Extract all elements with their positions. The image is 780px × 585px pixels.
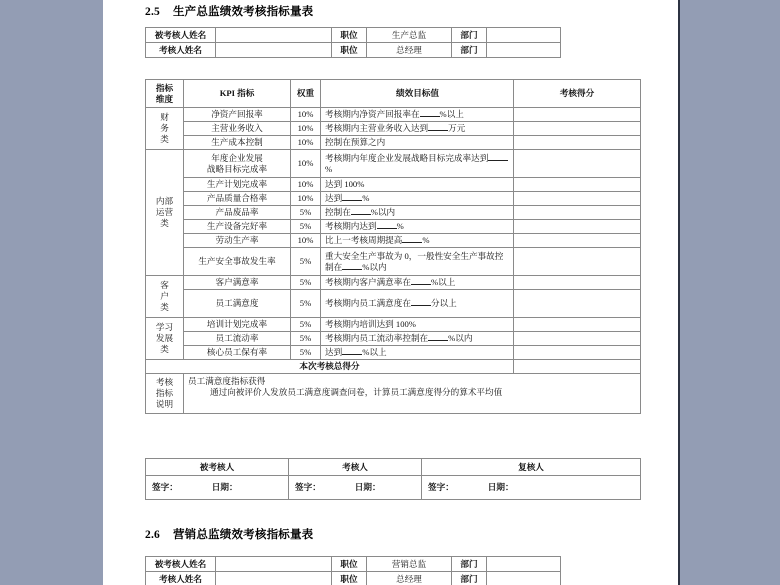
kpi-target [321,248,514,276]
blank-underline [428,130,448,131]
dim-char: 类 [160,301,169,312]
signature-header-assessor: 考核人 [289,459,422,476]
kpi-weight: 10% [291,108,321,122]
kpi-name: 生产计划完成率 [184,178,291,192]
target-post: %以上 [430,277,456,288]
position-label-1: 职位 [332,557,367,572]
dim-char: 运营 [155,207,174,218]
kpi-score[interactable] [514,178,641,192]
blank-underline [377,228,397,229]
document-page [103,0,680,585]
department-label-2: 部门 [452,572,487,585]
blank-underline [342,354,362,355]
note-label-line3: 说明 [155,398,174,409]
assessee-name-label: 被考核人姓名 [146,557,216,572]
kpi-name: 生产成本控制 [184,136,291,150]
kpi-score[interactable] [514,206,641,220]
dimension-cell-operations [146,150,184,276]
target-pre: 重大安全生产事故为 0，一般性安全生产事故控制在 [325,250,504,272]
department-label-1: 部门 [452,557,487,572]
table-row [146,220,641,234]
position-value-1: 生产总监 [367,28,452,43]
kpi-target [321,206,514,220]
target-post: % [325,163,333,174]
kpi-target [321,122,514,136]
kpi-name: 客户满意率 [184,276,291,290]
signature-header-assessee: 被考核人 [146,459,289,476]
total-score-value[interactable] [514,360,641,374]
target-pre: 考核期内达到 [325,221,377,232]
kpi-target: 考核期内培训达到 100% [321,318,514,332]
table-row [146,346,641,360]
kpi-line1: 年度企业发展 [211,152,263,163]
kpi-score[interactable] [514,290,641,318]
table-row [146,276,641,290]
section-number: 2.5 [145,6,160,18]
note-row [146,374,641,414]
blank-underline [428,340,448,341]
dim-char: 类 [160,217,169,228]
table-row [146,122,641,136]
signature-table-25 [145,458,641,500]
kpi-name [184,150,291,178]
table-row [146,557,561,572]
department-label-1: 部门 [452,28,487,43]
target-pre: 控制在 [325,207,351,218]
position-label-2: 职位 [332,43,367,58]
assessee-name-label: 被考核人姓名 [146,28,216,43]
target-pre: 比上一考核周期提高 [325,235,403,246]
total-score-label: 本次考核总得分 [146,360,514,374]
blank-underline [411,284,431,285]
table-row [146,332,641,346]
dimension-cell-finance [146,108,184,150]
kpi-name: 主营业务收入 [184,122,291,136]
kpi-weight: 10% [291,136,321,150]
assessor-name-label: 考核人姓名 [146,572,216,585]
kpi-target [321,150,514,178]
dimension-cell-learning [146,318,184,360]
target-post: % [396,221,404,232]
table-row [146,476,641,500]
table-row [146,572,561,585]
note-body [184,374,641,414]
kpi-name: 劳动生产率 [184,234,291,248]
kpi-score[interactable] [514,136,641,150]
col-header-target: 绩效目标值 [321,80,514,108]
kpi-weight: 5% [291,290,321,318]
kpi-weight: 5% [291,220,321,234]
kpi-weight: 10% [291,178,321,192]
position-value-2: 总经理 [367,572,452,585]
dim-char: 内部 [155,196,174,207]
identity-table-26 [145,556,561,585]
target-post: 分以上 [430,298,457,309]
section-title: 营销总监绩效考核指标量表 [172,529,314,541]
date-label: 日期： [211,482,238,493]
kpi-target [321,332,514,346]
table-row [146,178,641,192]
kpi-weight: 10% [291,192,321,206]
kpi-weight: 10% [291,234,321,248]
dim-char: 类 [160,133,169,144]
kpi-score[interactable] [514,108,641,122]
table-row [146,150,641,178]
kpi-target [321,290,514,318]
section-heading-26 [145,526,313,542]
assessor-name-label: 考核人姓名 [146,43,216,58]
dimension-cell-customer [146,276,184,318]
dim-char: 客 [160,280,169,291]
identity-table-25 [145,27,561,58]
kpi-weight: 5% [291,332,321,346]
position-value-2: 总经理 [367,43,452,58]
dim-char: 务 [160,123,169,134]
kpi-target [321,108,514,122]
table-row [146,108,641,122]
table-row [146,43,561,58]
kpi-target: 达到 100% [321,178,514,192]
kpi-score[interactable] [514,150,641,178]
position-label-2: 职位 [332,572,367,585]
date-label: 日期： [487,482,514,493]
table-header-row [146,80,641,108]
date-label: 日期： [354,482,381,493]
kpi-name: 核心员工保有率 [184,346,291,360]
blank-underline [420,116,440,117]
dimension-line2: 维度 [155,93,174,104]
target-post: %以内 [448,333,473,344]
kpi-score[interactable] [514,122,641,136]
department-value-1[interactable] [487,28,561,43]
target-post: %以上 [362,347,387,358]
blank-underline [351,214,371,215]
position-value-1: 营销总监 [367,557,452,572]
col-header-score: 考核得分 [514,80,641,108]
assessee-name-value[interactable] [216,28,332,43]
kpi-score[interactable] [514,234,641,248]
table-row [146,290,641,318]
sign-label: 签字： [428,482,454,493]
department-value-2[interactable] [487,572,561,585]
kpi-table-25 [145,79,641,414]
signature-header-reviewer: 复核人 [422,459,641,476]
section-number: 2.6 [145,529,160,541]
col-header-dimension [146,80,184,108]
kpi-line2: 战略目标完成率 [206,163,268,174]
kpi-weight: 5% [291,346,321,360]
blank-underline [411,305,431,306]
kpi-score[interactable] [514,332,641,346]
kpi-name: 产品废品率 [184,206,291,220]
kpi-target [321,346,514,360]
table-header-row [146,459,641,476]
dim-char: 户 [160,291,169,302]
sign-label: 签字： [295,482,321,493]
dim-char: 学习 [155,322,174,333]
kpi-name: 净资产回报率 [184,108,291,122]
kpi-score[interactable] [514,346,641,360]
table-row [146,206,641,220]
note-line-2: 通过向被评价人发放员工满意度调查问卷，计算员工满意度得分的算术平均值 [210,386,503,397]
total-row [146,360,641,374]
department-value-2[interactable] [487,43,561,58]
blank-underline [402,242,422,243]
note-label [146,374,184,414]
table-row [146,318,641,332]
kpi-name: 产品质量合格率 [184,192,291,206]
target-pre: 考核期内年度企业发展战略目标完成率达到 [325,152,489,163]
kpi-target [321,192,514,206]
assessor-name-value[interactable] [216,43,332,58]
dim-char: 发展 [155,333,174,344]
kpi-score[interactable] [514,220,641,234]
target-pre: 考核期内主营业务收入达到 [325,123,429,134]
blank-underline [342,200,362,201]
kpi-weight: 10% [291,150,321,178]
target-pre: 考核期内净资产回报率在 [325,109,420,120]
kpi-target [321,234,514,248]
kpi-score[interactable] [514,248,641,276]
target-post: %以上 [439,109,464,120]
col-header-weight: 权重 [291,80,321,108]
department-value-1[interactable] [487,557,561,572]
table-row [146,192,641,206]
target-post: 万元 [448,123,466,134]
target-pre: 考核期内员工满意度在 [325,298,411,309]
blank-underline [342,269,362,270]
signature-field-assessor[interactable] [289,476,422,500]
target-post: %以内 [362,261,387,272]
note-line-1: 员工满意度指标获得 [188,376,266,386]
kpi-target [321,220,514,234]
kpi-target [321,276,514,290]
target-post: %以内 [370,207,396,218]
dim-char: 类 [160,343,169,354]
kpi-score[interactable] [514,192,641,206]
blank-underline [488,160,508,161]
table-row [146,248,641,276]
target-pre: 考核期内客户满意率在 [325,277,411,288]
kpi-weight: 5% [291,276,321,290]
kpi-name: 生产安全事故发生率 [184,248,291,276]
kpi-name: 生产设备完好率 [184,220,291,234]
department-label-2: 部门 [452,43,487,58]
signature-field-reviewer[interactable] [422,476,641,500]
sign-label: 签字： [152,482,178,493]
kpi-score[interactable] [514,276,641,290]
target-post: % [362,193,370,204]
target-pre: 考核期内员工流动率控制在 [325,333,429,344]
section-title: 生产总监绩效考核指标量表 [172,6,314,18]
kpi-name: 员工流动率 [184,332,291,346]
assessee-name-value[interactable] [216,557,332,572]
col-header-kpi: KPI 指标 [184,80,291,108]
kpi-weight: 5% [291,318,321,332]
signature-field-assessee[interactable] [146,476,289,500]
note-label-line1: 考核 [155,377,174,388]
kpi-name: 员工满意度 [184,290,291,318]
section-heading-25 [145,3,313,19]
target-post: % [422,235,430,246]
dimension-line1: 指标 [155,82,174,93]
assessor-name-value[interactable] [216,572,332,585]
kpi-target: 控制在预算之内 [321,136,514,150]
table-row [146,28,561,43]
kpi-name: 培训计划完成率 [184,318,291,332]
kpi-weight: 10% [291,122,321,136]
dim-char: 财 [160,112,169,123]
table-row [146,136,641,150]
kpi-weight: 5% [291,206,321,220]
target-pre: 达到 [325,193,343,204]
note-label-line2: 指标 [155,388,174,399]
target-pre: 达到 [325,347,343,358]
table-row [146,234,641,248]
kpi-score[interactable] [514,318,641,332]
kpi-weight: 5% [291,248,321,276]
position-label-1: 职位 [332,28,367,43]
